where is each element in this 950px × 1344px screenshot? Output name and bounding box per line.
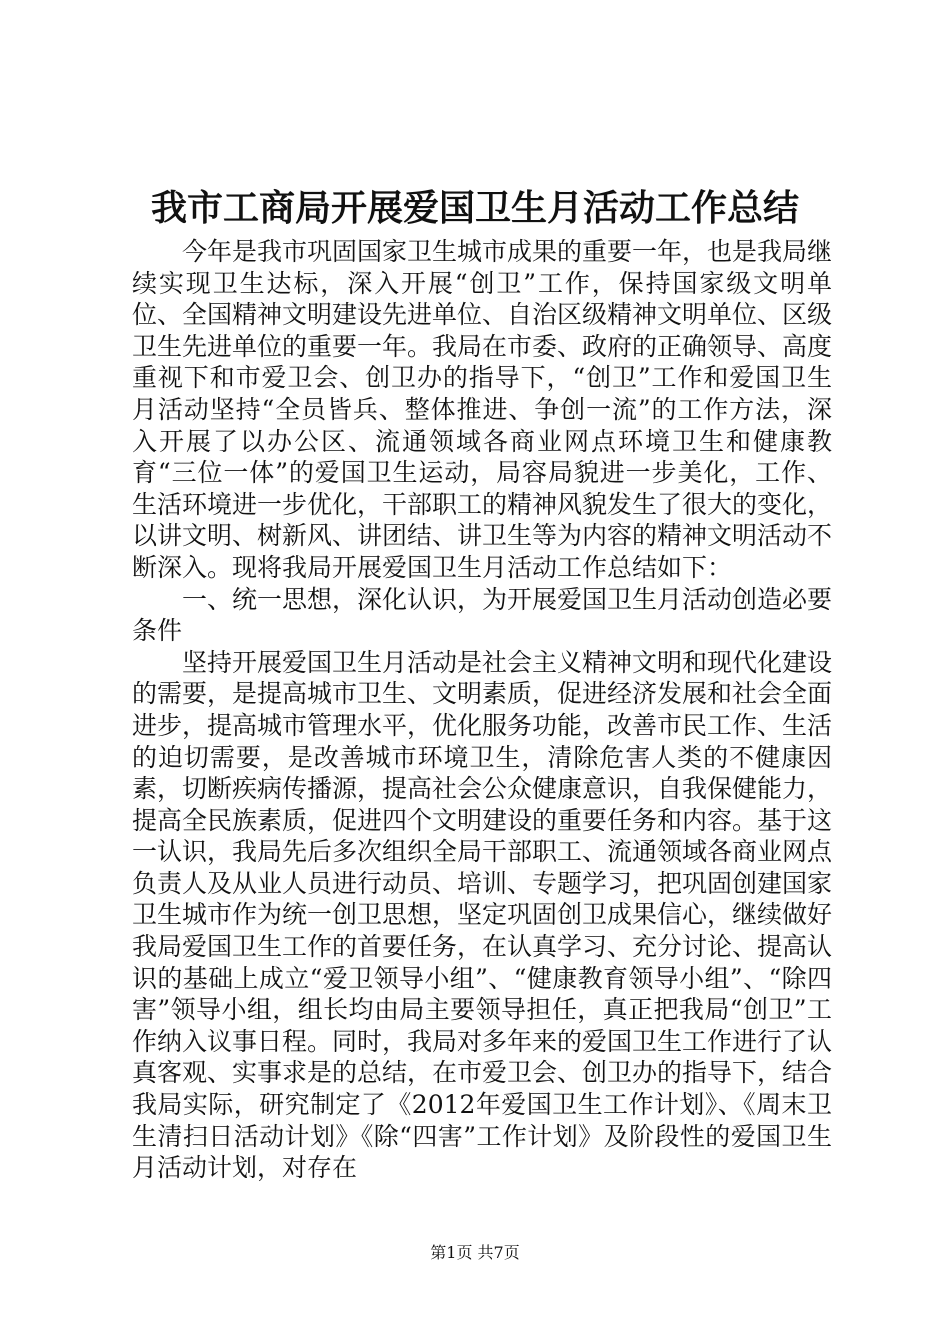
document-body — [132, 236, 832, 1184]
paragraph-section-heading: 一、统一思想，深化认识，为开展爱国卫生月活动创造必要条件 — [132, 584, 833, 646]
page-number-footer: 第1页 共7页 — [430, 1243, 520, 1262]
paragraph-section-body: 坚持开展爱国卫生月活动是社会主义精神文明和现代化建设的需要，是提高城市卫生、文明素质，促进经济发展和社会全面进步，提高城市管理水平，优化服务功能，改善市民工作、生活的迫切需要，是改善城市环境卫生，清除危害人类的不健康因素，切断疾病传播源，提高社会公众健康意识，自我保健能力，提高全民族素质，促进四个文明建设的重要任务和内容。基于这一认识，我局先后多次组织全局干部职工、流通领域各商业网点负责人及从业人员进行动员、培训、专题学习，把巩固创建国家卫生城市作为统一创卫思想，坚定巩固创卫成果信心，继续做好我局爱国卫生工作的首要任务，在认真学习、充分讨论、提高认识的基础上成立“爱卫领导小组”、“健康教育领导小组”、“除四害”领导小组，组长均由局主要领导担任，真正把我局“创卫”工作纳入议事日程。同时，我局对多年来的爱国卫生工作进行了认真客观、实事求是的总结，在市爱卫会、创卫办的指导下，结合我局实际，研究制定了《2012年爱国卫生工作计划》、《周末卫生清扫日活动计划》《除“四害”工作计划》及阶段性的爱国卫生月活动计划，对存在 — [132, 647, 833, 1183]
document-title: 我市工商局开展爱国卫生月活动工作总结 — [150, 187, 799, 229]
paragraph-intro: 今年是我市巩固国家卫生城市成果的重要一年，也是我局继续实现卫生达标，深入开展“创卫”工作，保持国家级文明单位、全国精神文明建设先进单位、自治区级精神文明单位、区级卫生先进单位的重要一年。我局在市委、政府的正确领导、高度重视下和市爱卫会、创卫办的指导下，“创卫”工作和爱国卫生月活动坚持“全员皆兵、整体推进、争创一流”的工作方法，深入开展了以办公区、流通领域各商业网点环境卫生和健康教育“三位一体”的爱国卫生运动，局容局貌进一步美化，工作、生活环境进一步优化，干部职工的精神风貌发生了很大的变化，以讲文明、树新风、讲团结、讲卫生等为内容的精神文明活动不断深入。现将我局开展爱国卫生月活动工作总结如下： — [132, 237, 833, 582]
